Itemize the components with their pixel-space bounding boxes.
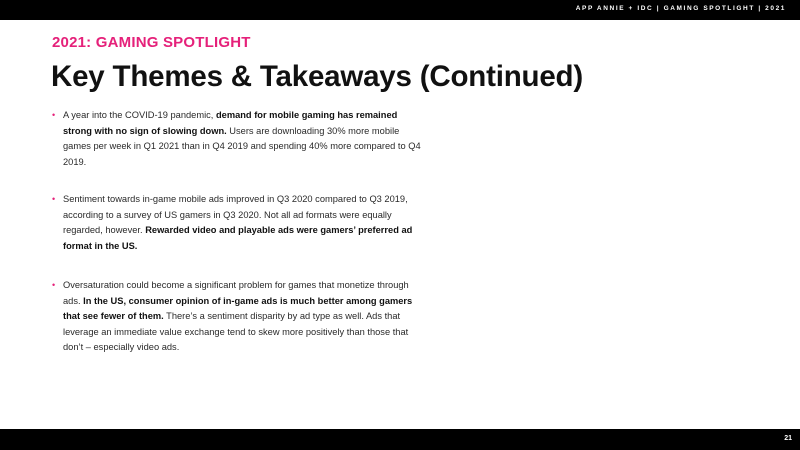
bullet-bold-text: Rewarded video and playable ads were gamers’ preferred ad format in the US. [63, 225, 413, 251]
bullet-text: There’s a sentiment disparity by ad type as well. Ads that leverage an immediate value exchange tend to skew more positively than those that don’t – especially video ads. [63, 311, 409, 352]
header-text: APP ANNIE + IDC | GAMING SPOTLIGHT | 2021 [575, 5, 786, 12]
bullet-marker: • [52, 280, 56, 290]
page-number: 21 [784, 435, 792, 442]
list-item [52, 108, 422, 170]
bottom-footer-bar [0, 429, 800, 450]
bullet-marker: • [52, 194, 56, 204]
page-title: Key Themes & Takeaways (Continued) [51, 60, 583, 93]
bullet-bold-text: In the US, consumer opinion of in-game ads is much better among gamers that see fewer of them. [63, 295, 413, 321]
bullet-bold-text: demand for mobile gaming has remained strong with no sign of slowing down. [63, 110, 398, 136]
bullet-text: Users are downloading 30% more mobile games per week in Q1 2021 than in Q4 2019 and spending 40% more compared to Q4 2019. [63, 125, 421, 167]
list-item [52, 278, 422, 356]
takeaways-list [52, 108, 422, 356]
bullet-marker: • [52, 110, 56, 120]
eyebrow-label: 2021: GAMING SPOTLIGHT [52, 34, 251, 51]
top-header-bar [0, 0, 800, 20]
bullet-text: Sentiment towards in-game mobile ads improved in Q3 2020 compared to Q3 2019, according to a survey of US gamers in Q3 2020. Not all ad formats were equally regarded, however. [63, 194, 408, 235]
bullet-text: Oversaturation could become a significant problem for games that monetize through ads. [63, 280, 409, 306]
bullet-text: A year into the COVID-19 pandemic, [63, 110, 216, 120]
list-item [52, 192, 422, 254]
